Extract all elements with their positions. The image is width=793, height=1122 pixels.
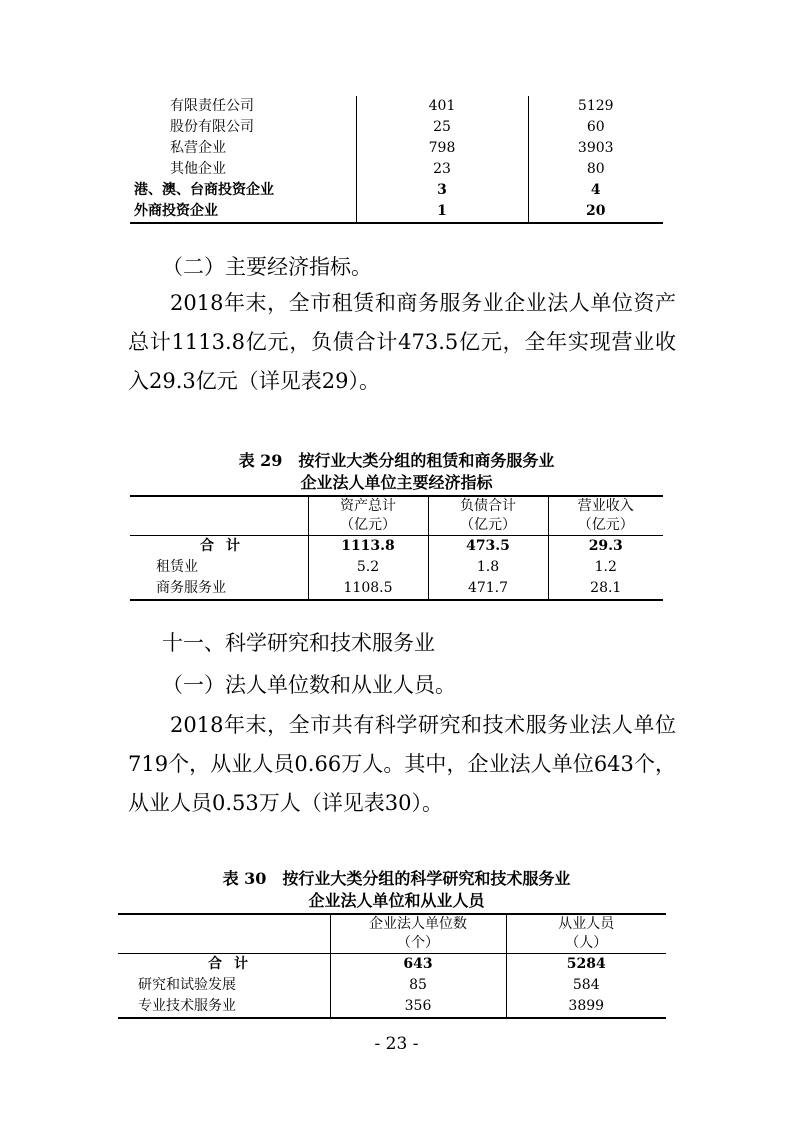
paragraph-science: 2018年末，全市共有科学研究和技术服务业法人单位719个，从业人员0.66万人。其中，企业法人单位643个，从业人员0.53万人（详见表30）。 <box>128 713 676 815</box>
table-row-total <box>118 954 666 976</box>
header-blank <box>130 516 308 536</box>
header-units-unit: （个） <box>330 934 506 954</box>
table29-caption-line2: 企业法人单位主要经济指标 <box>300 473 493 492</box>
table-row <box>130 138 663 159</box>
table-row <box>130 117 663 138</box>
paragraph-rental-business: 2018年末，全市租赁和商务服务业企业法人单位资产总计1113.8亿元，负债合计473.5亿元，全年实现营业收入29.3亿元（详见表29）。 <box>128 291 676 393</box>
table-row <box>130 180 663 201</box>
row-label: 港、澳、台商投资企业 <box>130 180 356 201</box>
value-cell: 473.5 <box>428 536 548 558</box>
table-header-row <box>130 516 663 536</box>
value-cell: 29.3 <box>588 538 623 554</box>
header-liabilities-unit: （亿元） <box>428 516 548 536</box>
units-cell: 25 <box>356 117 528 138</box>
value-cell: 5.2 <box>308 557 428 578</box>
table-29 <box>130 495 663 601</box>
value-cell: 471.7 <box>428 578 548 600</box>
table-row-total <box>130 536 663 558</box>
section-heading-economic-indicators: （二）主要经济指标。 <box>162 255 372 279</box>
header-blank <box>130 496 308 516</box>
table30-caption-line2: 企业法人单位和从业人员 <box>308 891 485 910</box>
page-number: - 23 - <box>374 1034 419 1054</box>
table-row <box>130 201 663 223</box>
value-cell: 85 <box>330 975 506 996</box>
table-row <box>130 557 663 578</box>
units-cell: 798 <box>356 138 528 159</box>
units-cell: 401 <box>356 96 528 117</box>
table-header-row <box>118 914 666 934</box>
row-label: 专业技术服务业 <box>118 996 330 1018</box>
table-row <box>130 578 663 600</box>
row-label: 商务服务业 <box>130 578 308 600</box>
table-enterprise-types <box>130 96 663 224</box>
header-liabilities: 负债合计 <box>428 496 548 516</box>
header-assets-unit: （亿元） <box>308 516 428 536</box>
header-units: 企业法人单位数 <box>330 914 506 934</box>
row-label: 研究和试验发展 <box>118 975 330 996</box>
section-heading-science: 十一、科学研究和技术服务业 <box>162 631 435 655</box>
table30-caption-line1: 表 30 按行业大类分组的科学研究和技术服务业 <box>222 869 571 888</box>
row-label: 有限责任公司 <box>130 96 356 117</box>
table-row <box>130 96 663 117</box>
units-cell: 3 <box>356 180 528 201</box>
table-row <box>118 975 666 996</box>
table-row <box>130 159 663 180</box>
table-30 <box>118 913 666 1019</box>
row-label: 外商投资企业 <box>130 201 356 223</box>
value-cell: 643 <box>330 954 506 976</box>
persons-cell: 20 <box>586 203 606 219</box>
value-cell: 5284 <box>566 956 606 972</box>
section-subheading-units: （一）法人单位数和从业人员。 <box>162 673 456 697</box>
row-label: 私营企业 <box>130 138 356 159</box>
row-label: 租赁业 <box>130 557 308 578</box>
table-header-row <box>118 934 666 954</box>
row-label: 其他企业 <box>130 159 356 180</box>
persons-cell: 5129 <box>577 98 614 114</box>
value-cell: 3899 <box>568 998 605 1014</box>
value-cell: 1113.8 <box>308 536 428 558</box>
row-label: 股份有限公司 <box>130 117 356 138</box>
header-revenue: 营业收入 <box>577 498 634 514</box>
persons-cell: 80 <box>586 161 605 177</box>
value-cell: 28.1 <box>590 580 622 596</box>
persons-cell: 60 <box>586 119 605 135</box>
header-persons-unit: （人） <box>506 934 666 954</box>
header-assets: 资产总计 <box>308 496 428 516</box>
value-cell: 584 <box>572 977 600 993</box>
persons-cell: 3903 <box>577 140 614 156</box>
value-cell: 356 <box>330 996 506 1018</box>
header-revenue-unit: （亿元） <box>548 516 663 536</box>
row-label: 合计 <box>130 536 308 558</box>
table29-caption-line1: 表 29 按行业大类分组的租赁和商务服务业 <box>238 451 555 470</box>
header-persons: 从业人员 <box>558 916 615 932</box>
table-row <box>118 996 666 1018</box>
value-cell: 1108.5 <box>308 578 428 600</box>
units-cell: 23 <box>356 159 528 180</box>
header-blank <box>118 914 330 934</box>
table-header-row <box>130 496 663 516</box>
row-label: 合计 <box>118 954 330 976</box>
units-cell: 1 <box>356 201 528 223</box>
header-blank <box>118 934 330 954</box>
value-cell: 1.2 <box>594 559 617 575</box>
value-cell: 1.8 <box>428 557 548 578</box>
persons-cell: 4 <box>590 182 601 198</box>
